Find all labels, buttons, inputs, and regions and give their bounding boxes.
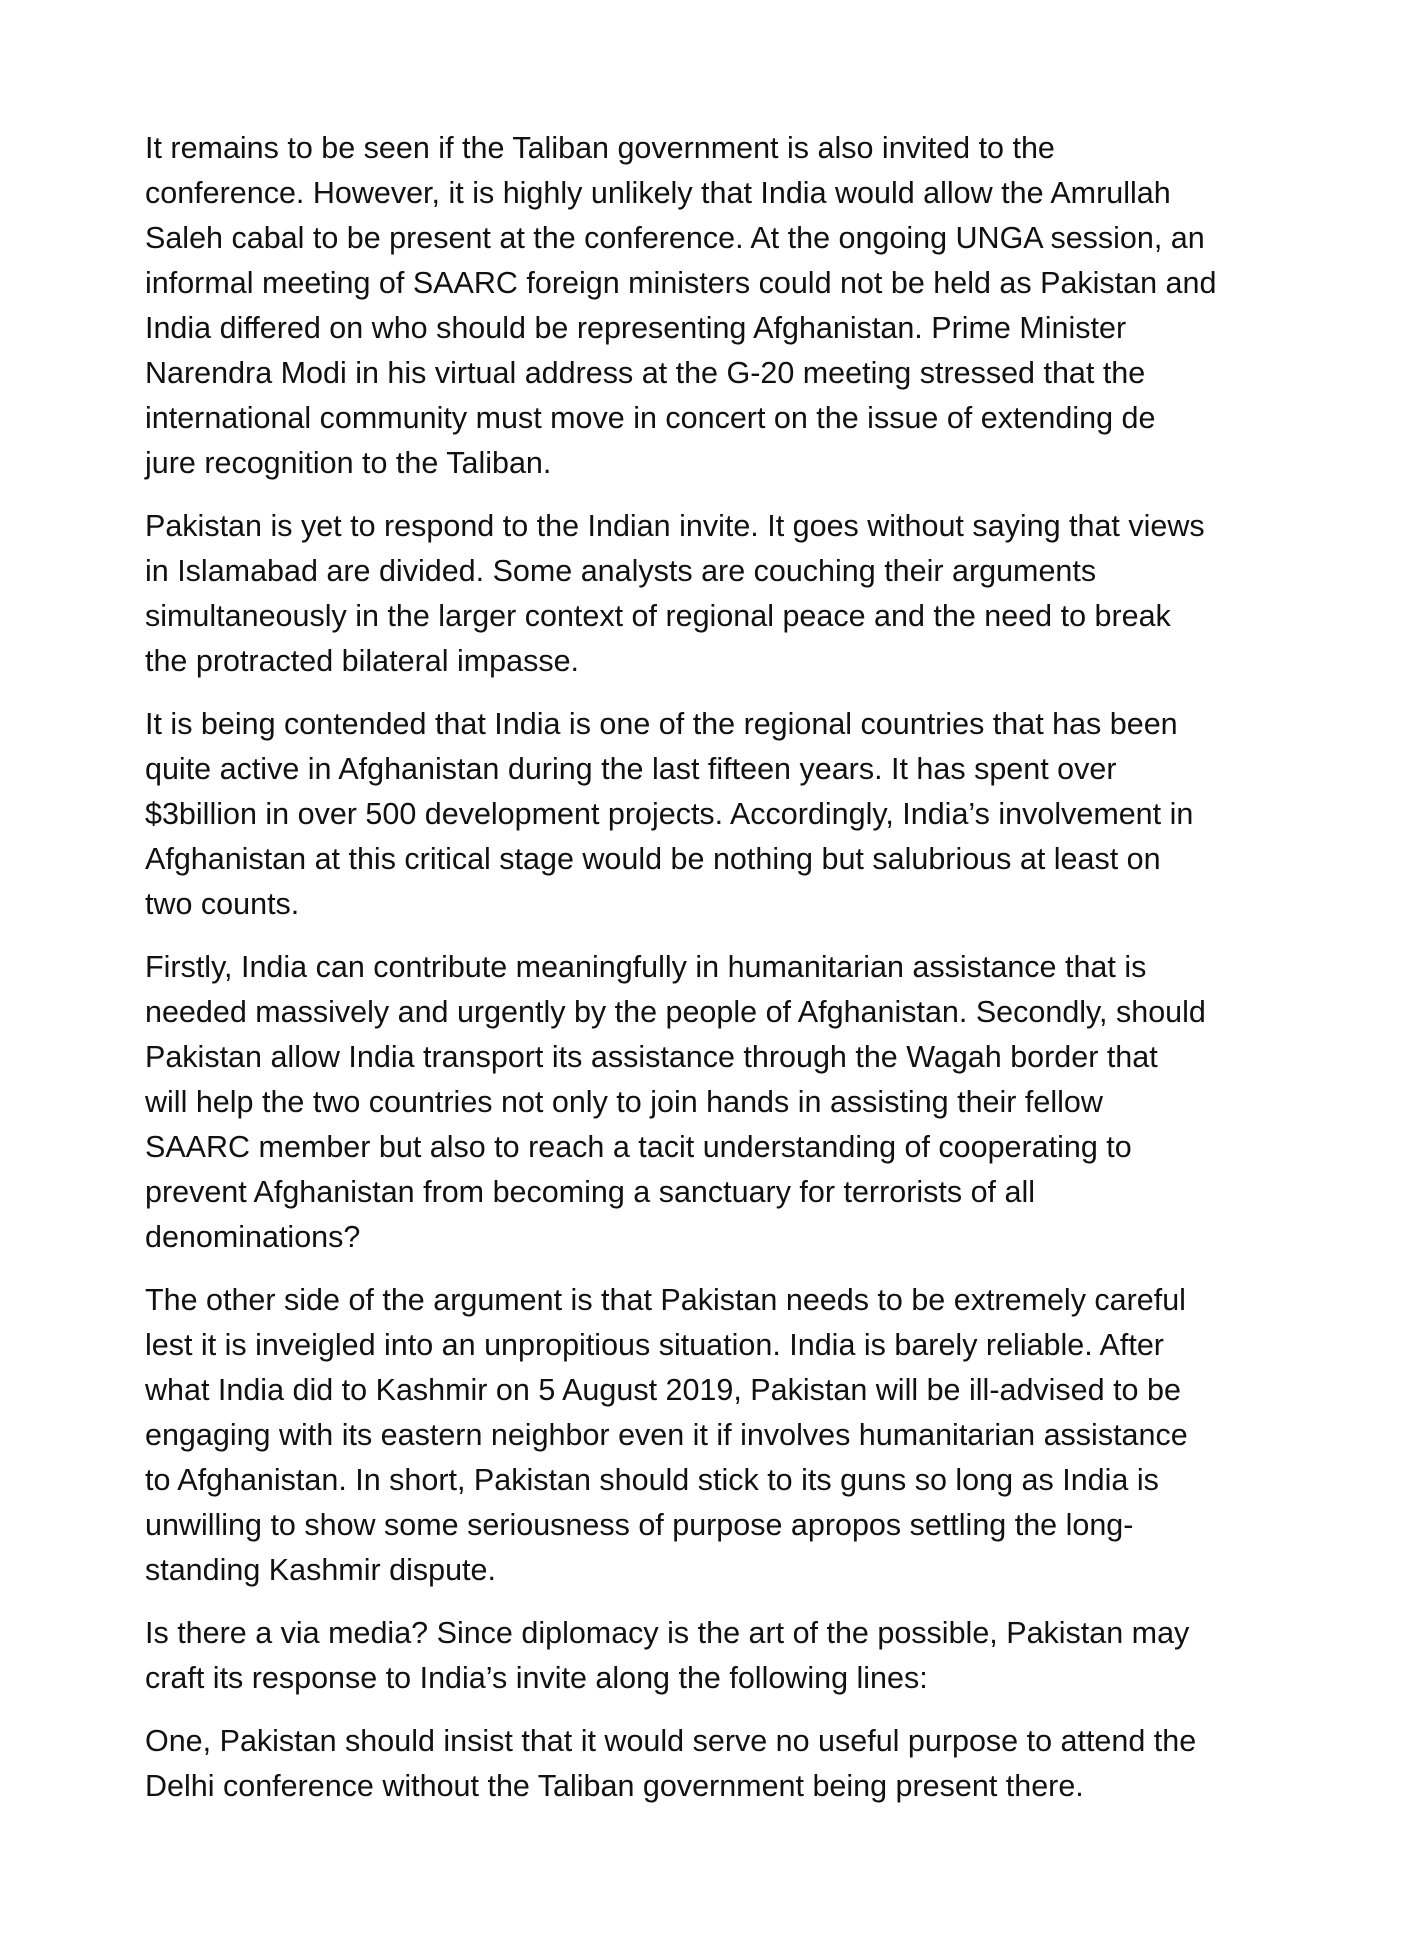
text-line: SAARC member but also to reach a tacit understanding of cooperating to	[145, 1130, 1132, 1164]
text-line: Afghanistan at this critical stage would be nothing but salubrious at least on	[145, 842, 1161, 876]
text-line: simultaneously in the larger context of regional peace and the need to break	[145, 599, 1171, 633]
text-line: the protracted bilateral impasse.	[145, 644, 579, 678]
text-line: needed massively and urgently by the people of Afghanistan. Secondly, should	[145, 995, 1206, 1029]
text-line: conference. However, it is highly unlikely that India would allow the Amrullah	[145, 176, 1171, 210]
text-line: what India did to Kashmir on 5 August 2019, Pakistan will be ill-advised to be	[145, 1373, 1181, 1407]
text-line: It remains to be seen if the Taliban government is also invited to the	[145, 131, 1055, 165]
text-line: informal meeting of SAARC foreign ministers could not be held as Pakistan and	[145, 266, 1217, 300]
text-line: will help the two countries not only to join hands in assisting their fellow	[145, 1085, 1103, 1119]
paragraph	[145, 1719, 1280, 1809]
text-line: Saleh cabal to be present at the conference. At the ongoing UNGA session, an	[145, 221, 1205, 255]
paragraph	[145, 126, 1280, 486]
text-line: Is there a via media? Since diplomacy is the art of the possible, Pakistan may	[145, 1616, 1190, 1650]
text-line: prevent Afghanistan from becoming a sanctuary for terrorists of all	[145, 1175, 1036, 1209]
text-line: Delhi conference without the Taliban government being present there.	[145, 1769, 1084, 1803]
text-line: international community must move in concert on the issue of extending de	[145, 401, 1156, 435]
paragraph	[145, 504, 1280, 684]
paragraph	[145, 1278, 1280, 1593]
text-line: One, Pakistan should insist that it would serve no useful purpose to attend the	[145, 1724, 1197, 1758]
text-line: The other side of the argument is that Pakistan needs to be extremely careful	[145, 1283, 1186, 1317]
text-line: India differed on who should be representing Afghanistan. Prime Minister	[145, 311, 1127, 345]
text-line: Firstly, India can contribute meaningfully in humanitarian assistance that is	[145, 950, 1147, 984]
text-line: unwilling to show some seriousness of purpose apropos settling the long-	[145, 1508, 1134, 1542]
paragraph	[145, 1611, 1280, 1701]
text-line: two counts.	[145, 887, 300, 921]
paragraph	[145, 702, 1280, 927]
text-line: It is being contended that India is one of the regional countries that has been	[145, 707, 1178, 741]
text-line: denominations?	[145, 1220, 361, 1254]
text-line: Pakistan is yet to respond to the Indian invite. It goes without saying that views	[145, 509, 1205, 543]
text-line: standing Kashmir dispute.	[145, 1553, 496, 1587]
document-body	[145, 126, 1280, 1809]
text-line: quite active in Afghanistan during the last fifteen years. It has spent over	[145, 752, 1117, 786]
paragraph	[145, 945, 1280, 1260]
text-line: Narendra Modi in his virtual address at the G-20 meeting stressed that the	[145, 356, 1146, 390]
text-line: $3billion in over 500 development projects. Accordingly, India’s involvement in	[145, 797, 1194, 831]
text-line: jure recognition to the Taliban.	[145, 446, 552, 480]
text-line: lest it is inveigled into an unpropitious situation. India is barely reliable. After	[145, 1328, 1164, 1362]
text-line: craft its response to India’s invite along the following lines:	[145, 1661, 928, 1695]
text-line: Pakistan allow India transport its assistance through the Wagah border that	[145, 1040, 1158, 1074]
text-line: engaging with its eastern neighbor even it if involves humanitarian assistance	[145, 1418, 1188, 1452]
text-line: in Islamabad are divided. Some analysts are couching their arguments	[145, 554, 1097, 588]
document-page	[145, 126, 1280, 1827]
text-line: to Afghanistan. In short, Pakistan should stick to its guns so long as India is	[145, 1463, 1159, 1497]
